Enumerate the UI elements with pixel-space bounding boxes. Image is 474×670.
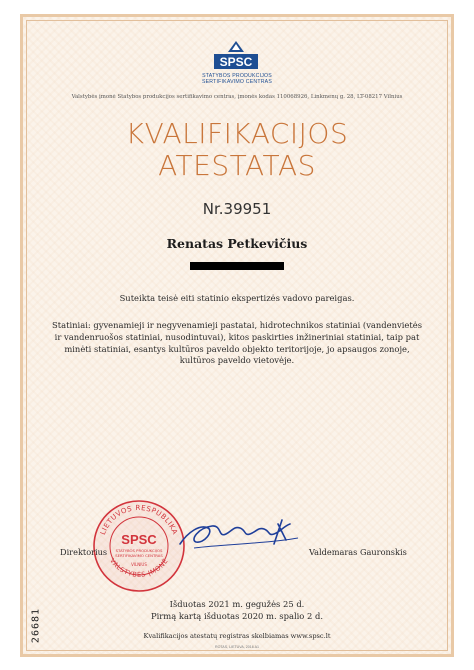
- seal-center-text: SPSC: [121, 532, 157, 547]
- seal-inner-line-2: SERTIFIKAVIMO CENTRAS: [115, 553, 163, 558]
- official-seal: [92, 499, 186, 593]
- redaction-bar: [190, 262, 284, 270]
- holder-name: Renatas Petkevičius: [166, 236, 308, 251]
- organization-line-2: SERTIFIKAVIMO CENTRAS: [201, 79, 272, 85]
- issued-date: Išduotas 2021 m. gegužės 25 d.: [169, 599, 305, 609]
- seal-ring-bottom: VALSTYBĖS ĮMONĖ: [108, 556, 170, 579]
- seal-inner-line-1: STATYBOS PRODUKCIJOS: [115, 548, 163, 553]
- registry-note: Kvalifikacijos atestatų registras skelbiamas www.spsc.lt: [143, 632, 331, 640]
- logo-text: SPSC: [219, 55, 253, 69]
- structures-line: minėti statiniai, esantys kultūros paveldo objekto teritorijoje, jo apsaugos zonoje,: [64, 343, 410, 354]
- document-title: [40, 118, 434, 182]
- structures-line: Statiniai: gyvenamieji ir negyvenamieji pastatai, hidrotechnikos statiniai (vandenvietės: [51, 320, 423, 330]
- organization-name: [180, 73, 294, 85]
- printer-note: ROTAS, LIETUVA, 2016 A1: [214, 645, 259, 649]
- structures-line: ir vandenruošos statiniai, nusodintuvai), kitos paskirties inžineriniai statiniai, taip pat: [54, 331, 420, 342]
- structures-description: [38, 320, 436, 367]
- seal-ring-top: LIETUVOS RESPUBLIKA: [98, 503, 180, 537]
- seal-city: VILNIUS: [131, 562, 147, 567]
- first-issued-date: Pirmą kartą išduotas 2020 m. spalio 2 d.: [150, 611, 324, 621]
- organization-line-1: STATYBOS PRODUKCIJOS: [202, 73, 272, 79]
- director-label: Direktorius: [60, 547, 108, 557]
- serial-number-text: 26681: [30, 607, 42, 644]
- issuer-address: Valstybės įmonė Statybos produkcijos sertifikavimo centras, įmonės kodas 110068926, Linkmenų g. 28, LT-08217 Vilnius: [71, 94, 403, 100]
- director-signature: [174, 514, 304, 554]
- title-line-1: KVALIFIKACIJOS: [125, 117, 349, 150]
- granted-right: Suteikta teisė eiti statinio ekspertizės vadovo pareigas.: [119, 293, 355, 303]
- title-line-2: ATESTATAS: [158, 149, 316, 182]
- director-name: Valdemaras Gauronskis: [309, 547, 407, 557]
- issue-dates: [40, 598, 434, 622]
- certificate-number: Nr.39951: [202, 200, 272, 218]
- spsc-logo: [213, 40, 259, 74]
- structures-line: kultūros paveldo vietovėje.: [179, 355, 295, 366]
